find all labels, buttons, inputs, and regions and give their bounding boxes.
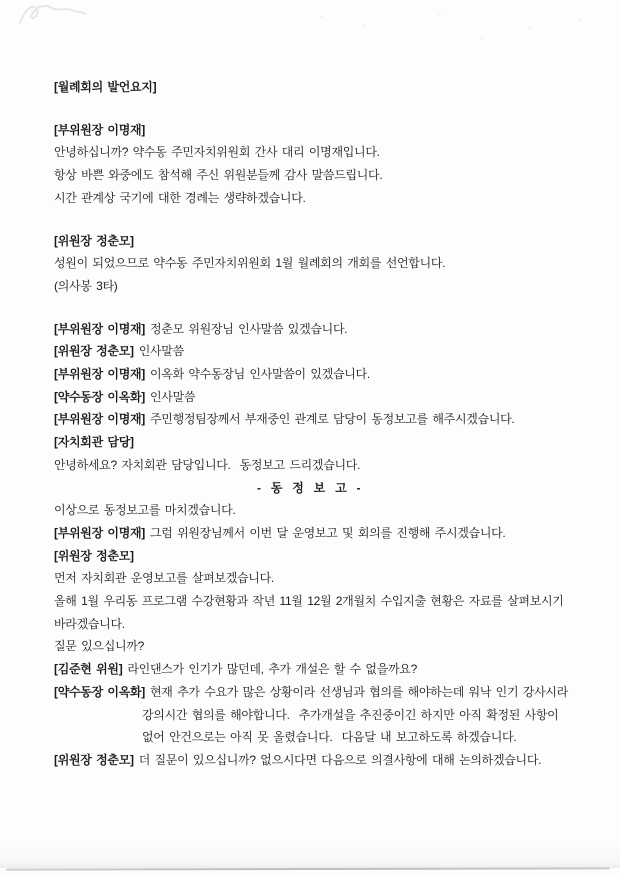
doc-line <box>54 590 612 613</box>
line-text: (의사봉 3타) <box>54 278 118 293</box>
doc-line <box>54 164 612 187</box>
scan-edge-shadow <box>0 838 620 868</box>
doc-line <box>54 363 612 386</box>
speaker-name: [부위원장 이명재] <box>54 122 145 137</box>
speaker-name: [부위원장 이명재] <box>54 525 145 540</box>
line-text: 안녕하세요? 자치회관 담당입니다. 동정보고 드리겠습니다. <box>54 457 361 472</box>
doc-line <box>54 187 612 210</box>
line-text: 시간 관계상 국기에 대한 경례는 생략하겠습니다. <box>54 190 306 205</box>
doc-line <box>54 431 612 454</box>
doc-line <box>54 567 612 590</box>
line-text: 현재 추가 수요가 많은 상황이라 선생님과 협의를 해야하는데 워낙 인기 강사시라 <box>149 684 568 699</box>
doc-line <box>54 522 612 545</box>
doc-line <box>54 545 612 568</box>
section-heading-text: - 동 정 보 고 - <box>256 480 364 495</box>
speaker-name: [김준현 위원] <box>54 662 123 677</box>
line-text: 정춘모 위원장님 인사말씀 있겠습니다. <box>149 321 348 336</box>
speaker-name: [부위원장 이명재] <box>54 321 145 336</box>
speaker-name: [위원장 정춘모] <box>54 344 134 359</box>
line-text: 안녕하십니까? 약수동 주민자치위원회 간사 대리 이명재입니다. <box>54 145 380 160</box>
line-text: 더 질문이 있으십니까? 없으시다면 다음으로 의결사항에 대해 논의하겠습니다. <box>138 752 542 767</box>
speaker-name: [위원장 정춘모] <box>54 752 134 767</box>
doc-line <box>54 340 612 363</box>
doc-line <box>54 408 612 431</box>
doc-line <box>54 499 612 522</box>
doc-line <box>54 749 612 772</box>
speaker-name: [부위원장 이명재] <box>54 367 145 382</box>
line-text: 이상으로 동정보고를 마치겠습니다. <box>54 503 236 518</box>
doc-line <box>54 386 612 409</box>
doc-line <box>54 275 612 298</box>
line-text: 질문 있으십니까? <box>54 639 144 654</box>
doc-line <box>54 141 612 164</box>
line-text: 성원이 되었으므로 약수동 주민자치위원회 1월 월례회의 개회를 선언합니다. <box>54 256 446 271</box>
line-text: 인사말씀 <box>149 389 196 404</box>
line-text: 인사말씀 <box>138 344 184 359</box>
doc-title-text: [월례회의 발언요지] <box>54 80 157 94</box>
line-text: 올해 1월 우리동 프로그램 수강현황과 작년 11월 12월 2개월치 수입지출 현황은 자료를 살펴보시기 <box>54 594 564 609</box>
doc-line <box>54 613 612 636</box>
line-text: 이옥화 약수동장님 인사말씀이 있겠습니다. <box>149 367 370 382</box>
doc-line <box>54 704 612 727</box>
speaker-name: [위원장 정춘모] <box>54 548 134 563</box>
doc-line <box>54 726 612 749</box>
line-text: 강의시간 협의를 해야합니다. 추가개설을 추진중이긴 하지만 아직 확정된 사항이 <box>142 707 559 722</box>
speaker-name: [자치회관 담당] <box>54 435 134 450</box>
doc-line <box>54 635 612 658</box>
doc-line <box>54 681 612 704</box>
doc-line <box>54 658 612 681</box>
doc-line <box>54 230 612 253</box>
line-text: 항상 바쁜 와중에도 참석해 주신 위원분들께 감사 말씀드립니다. <box>54 168 383 183</box>
line-text: 라인댄스가 인기가 많던데, 추가 개설은 할 수 없을까요? <box>127 662 417 677</box>
doc-title <box>54 76 612 99</box>
speaker-name: [부위원장 이명재] <box>54 412 145 427</box>
doc-line <box>54 454 612 477</box>
speaker-name: [위원장 정춘모] <box>54 233 134 248</box>
doc-line <box>54 252 612 275</box>
speaker-name: [약수동장 이옥화] <box>54 684 145 699</box>
line-text: 먼저 자치회관 운영보고를 살펴보겠습니다. <box>54 571 274 586</box>
speaker-name: [약수동장 이옥화] <box>54 389 145 404</box>
doc-line <box>54 318 612 341</box>
centered-section-heading <box>0 477 620 500</box>
line-text: 없어 안건으로는 아직 못 올렸습니다. 다음달 내 보고하도록 하겠습니다. <box>142 730 517 745</box>
line-text: 주민행정팀장께서 부재중인 관계로 담당이 동정보고를 해주시겠습니다. <box>149 412 515 427</box>
line-text: 그럼 위원장님께서 이번 달 운영보고 및 회의를 진행해 주시겠습니다. <box>149 525 506 540</box>
doc-line <box>54 119 612 142</box>
line-text: 바라겠습니다. <box>54 616 125 631</box>
